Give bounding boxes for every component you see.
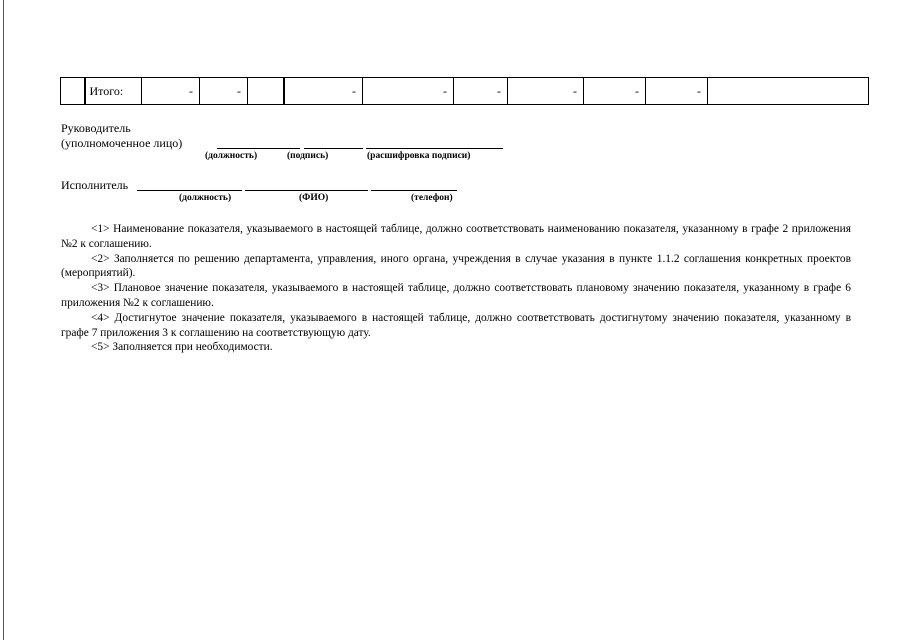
executor-caption-name: (ФИО) xyxy=(299,193,329,203)
footnote-1: <1> Наименование показателя, указываемого в настоящей таблице, должно соответствовать наименованию показателя, указанному в графе 2 приложения №2 к соглашению. xyxy=(61,223,851,250)
head-signature-line[interactable] xyxy=(304,148,363,149)
table-cell: - xyxy=(508,78,584,105)
executor-position-line[interactable] xyxy=(137,190,242,191)
table-cell: - xyxy=(363,78,454,105)
head-label-line1: Руководитель xyxy=(61,121,131,135)
footnotes xyxy=(61,222,851,355)
head-caption-signature: (подпись) xyxy=(287,151,329,161)
table-cell: - xyxy=(142,78,200,105)
page-edge-line xyxy=(3,0,4,640)
table-cell: - xyxy=(284,78,363,105)
head-label-line2: (уполномоченное лицо) xyxy=(61,136,183,150)
executor-label: Исполнитель xyxy=(61,178,129,192)
table-cell xyxy=(708,78,869,105)
totals-row xyxy=(61,78,869,105)
footnote-3: <3> Плановое значение показателя, указываемого в настоящей таблице, должно соответствовать плановому значению показателя, указанному в графе 6 приложения №2 к соглашению. xyxy=(61,282,851,309)
totals-table xyxy=(60,77,869,105)
executor-caption-position: (должность) xyxy=(179,193,232,203)
head-signature-block xyxy=(61,121,182,151)
head-caption-position: (должность) xyxy=(205,151,258,161)
head-position-line[interactable] xyxy=(217,148,300,149)
total-label-cell: Итого: xyxy=(85,78,142,105)
table-cell: - xyxy=(200,78,248,105)
executor-phone-line[interactable] xyxy=(371,190,457,191)
head-caption-decoding: (расшифровка подписи) xyxy=(367,151,471,161)
footnote-2: <2> Заполняется по решению департамента, управления, иного органа, учреждения в случае указания в пункте 1.1.2 соглашения конкретных проектов (мероприятий). xyxy=(61,252,851,280)
head-decoding-line[interactable] xyxy=(366,148,503,149)
executor-name-line[interactable] xyxy=(245,190,368,191)
footnote-5: <5> Заполняется при необходимости. xyxy=(91,341,273,354)
executor-caption-phone: (телефон) xyxy=(411,193,453,203)
table-cell: - xyxy=(584,78,646,105)
table-cell: - xyxy=(454,78,508,105)
footnote-4: <4> Достигнутое значение показателя, указываемого в настоящей таблице, должно соответствовать достигнутому значению показателя, указанному в графе 7 приложения 3 к соглашению на соответствующую дату. xyxy=(61,311,851,339)
table-cell xyxy=(248,78,284,105)
table-cell: - xyxy=(646,78,708,105)
table-cell xyxy=(61,78,85,105)
